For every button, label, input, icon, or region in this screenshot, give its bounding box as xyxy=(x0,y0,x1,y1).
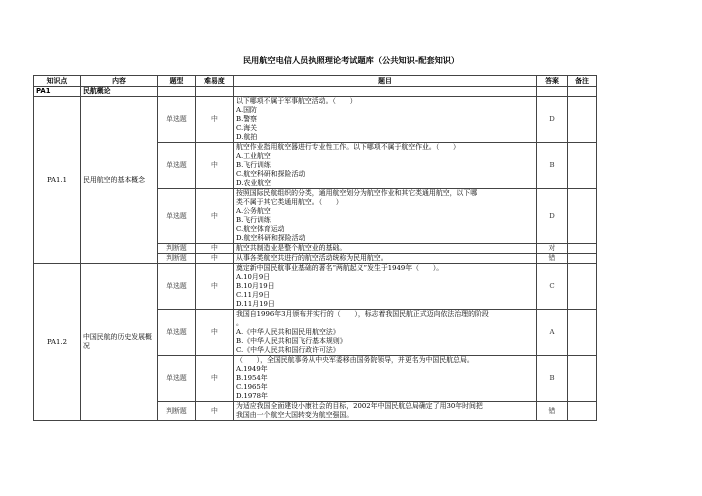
question-difficulty: 中 xyxy=(196,254,234,264)
question-difficulty: 中 xyxy=(196,189,234,244)
question-line: 以下哪项不属于军事航空活动。（ ） xyxy=(236,97,357,105)
question-text xyxy=(234,189,537,244)
question-type: 判断题 xyxy=(158,402,196,421)
header-row xyxy=(34,76,597,87)
header-difficulty: 难易度 xyxy=(196,76,234,87)
question-line: B.警察 xyxy=(236,115,258,123)
question-difficulty: 中 xyxy=(196,244,234,254)
question-line: D.航拍 xyxy=(236,133,258,141)
knowledge-point-code: PA1.1 xyxy=(34,97,81,264)
question-text xyxy=(234,254,537,264)
question-line: 从事各类航空共进行的航空活动统称为民用航空。 xyxy=(236,254,388,262)
section-row xyxy=(34,87,597,97)
answer-cell: 错 xyxy=(537,254,568,264)
question-text xyxy=(234,402,537,421)
answer-cell: B xyxy=(537,356,568,402)
question-text xyxy=(234,264,537,310)
question-line: A.工业航空 xyxy=(236,152,271,160)
question-line: B.10月19日 xyxy=(236,282,275,290)
note-cell xyxy=(568,143,597,189)
question-text xyxy=(234,244,537,254)
question-type: 单选题 xyxy=(158,143,196,189)
question-line: A.国防 xyxy=(236,106,257,114)
question-type: 单选题 xyxy=(158,97,196,143)
question-difficulty: 中 xyxy=(196,143,234,189)
question-line: A.《中华人民共和国民用航空法》 xyxy=(236,328,340,336)
answer-cell: 错 xyxy=(537,402,568,421)
question-line: A.公务航空 xyxy=(236,207,271,215)
question-line: （ ），全国民航事务从中央军委移由国务院领导，并更名为中国民航总局。 xyxy=(236,356,474,364)
knowledge-point-code: PA1.2 xyxy=(34,264,81,421)
note-cell xyxy=(568,402,597,421)
answer-cell: A xyxy=(537,310,568,356)
header-note: 备注 xyxy=(568,76,597,87)
note-cell xyxy=(568,244,597,254)
question-text xyxy=(234,310,537,356)
question-type: 单选题 xyxy=(158,310,196,356)
question-line: B.飞行训练 xyxy=(236,216,271,224)
knowledge-point-content: 民用航空的基本概念 xyxy=(81,97,158,264)
note-cell xyxy=(568,310,597,356)
question-type: 判断题 xyxy=(158,254,196,264)
question-line: D.航空科研和探险活动 xyxy=(236,234,306,242)
answer-cell: B xyxy=(537,143,568,189)
header-question: 题目 xyxy=(234,76,537,87)
question-line: D.11月19日 xyxy=(236,300,275,308)
question-line: B.飞行训练 xyxy=(236,161,271,169)
question-line: C.《中华人民共和国行政许可法》 xyxy=(236,346,340,354)
note-cell xyxy=(568,356,597,402)
question-difficulty: 中 xyxy=(196,310,234,356)
header-answer: 答案 xyxy=(537,76,568,87)
question-line: B.1954年 xyxy=(236,374,268,382)
answer-cell: D xyxy=(537,97,568,143)
question-line: A.1949年 xyxy=(236,365,268,373)
question-difficulty: 中 xyxy=(196,402,234,421)
question-line: 航空共制造业是整个航空业的基础。 xyxy=(236,244,347,252)
question-line: C.航空体育运动 xyxy=(236,225,285,233)
answer-cell: D xyxy=(537,189,568,244)
question-line: 。 xyxy=(236,319,243,327)
header-content: 内容 xyxy=(81,76,158,87)
knowledge-point-content: 中国民航的历史发展概况 xyxy=(81,264,158,421)
answer-cell: C xyxy=(537,264,568,310)
question-line: D.1978年 xyxy=(236,392,268,400)
question-line: C.1965年 xyxy=(236,383,268,391)
question-line: C.航空科研和探险活动 xyxy=(236,170,306,178)
question-difficulty: 中 xyxy=(196,264,234,310)
question-difficulty: 中 xyxy=(196,97,234,143)
question-line: C.海关 xyxy=(236,124,257,132)
question-type: 单选题 xyxy=(158,189,196,244)
question-line: 航空作业指用航空器进行专业性工作。以下哪项不属于航空作业。（ ） xyxy=(236,143,460,151)
answer-cell: 对 xyxy=(537,244,568,254)
question-line: 类不属于其它类通用航空。（ ） xyxy=(236,198,343,206)
note-cell xyxy=(568,254,597,264)
question-row xyxy=(34,264,597,310)
question-row xyxy=(34,97,597,143)
section-code: PA1 xyxy=(34,87,81,97)
section-name: 民航概论 xyxy=(81,87,158,97)
question-difficulty: 中 xyxy=(196,356,234,402)
question-line: C.11月9日 xyxy=(236,291,271,299)
question-type: 单选题 xyxy=(158,356,196,402)
header-type: 题型 xyxy=(158,76,196,87)
question-line: 为适应我国全面建设小康社会的目标，2002年中国民航总局确定了用30年时间把 xyxy=(236,402,483,410)
question-line: B.《中华人民共和国飞行基本规则》 xyxy=(236,337,347,345)
note-cell xyxy=(568,189,597,244)
note-cell xyxy=(568,264,597,310)
question-type: 单选题 xyxy=(158,264,196,310)
question-text xyxy=(234,143,537,189)
question-text xyxy=(234,97,537,143)
question-text xyxy=(234,356,537,402)
note-cell xyxy=(568,97,597,143)
document-title: 民用航空电信人员执照理论考试题库（公共知识-配套知识） xyxy=(242,55,460,65)
question-bank-table xyxy=(33,75,597,421)
question-type: 判断题 xyxy=(158,244,196,254)
question-line: 我国自1996年3月颁布并实行的（ ），标志着我国民航正式迈向依法治理的阶段 xyxy=(236,310,489,318)
question-line: 我国由一个航空大国转变为航空强国。 xyxy=(236,411,354,419)
question-line: 按照国际民航组织的分类，通用航空划分为航空作业和其它类通用航空，以下哪 xyxy=(236,189,478,197)
question-line: A.10月9日 xyxy=(236,273,271,281)
header-point: 知识点 xyxy=(34,76,81,87)
question-line: D.农业航空 xyxy=(236,179,272,187)
question-line: 奠定新中国民航事业基础的著名“两航起义”发生于1949年（ ）。 xyxy=(236,264,444,272)
